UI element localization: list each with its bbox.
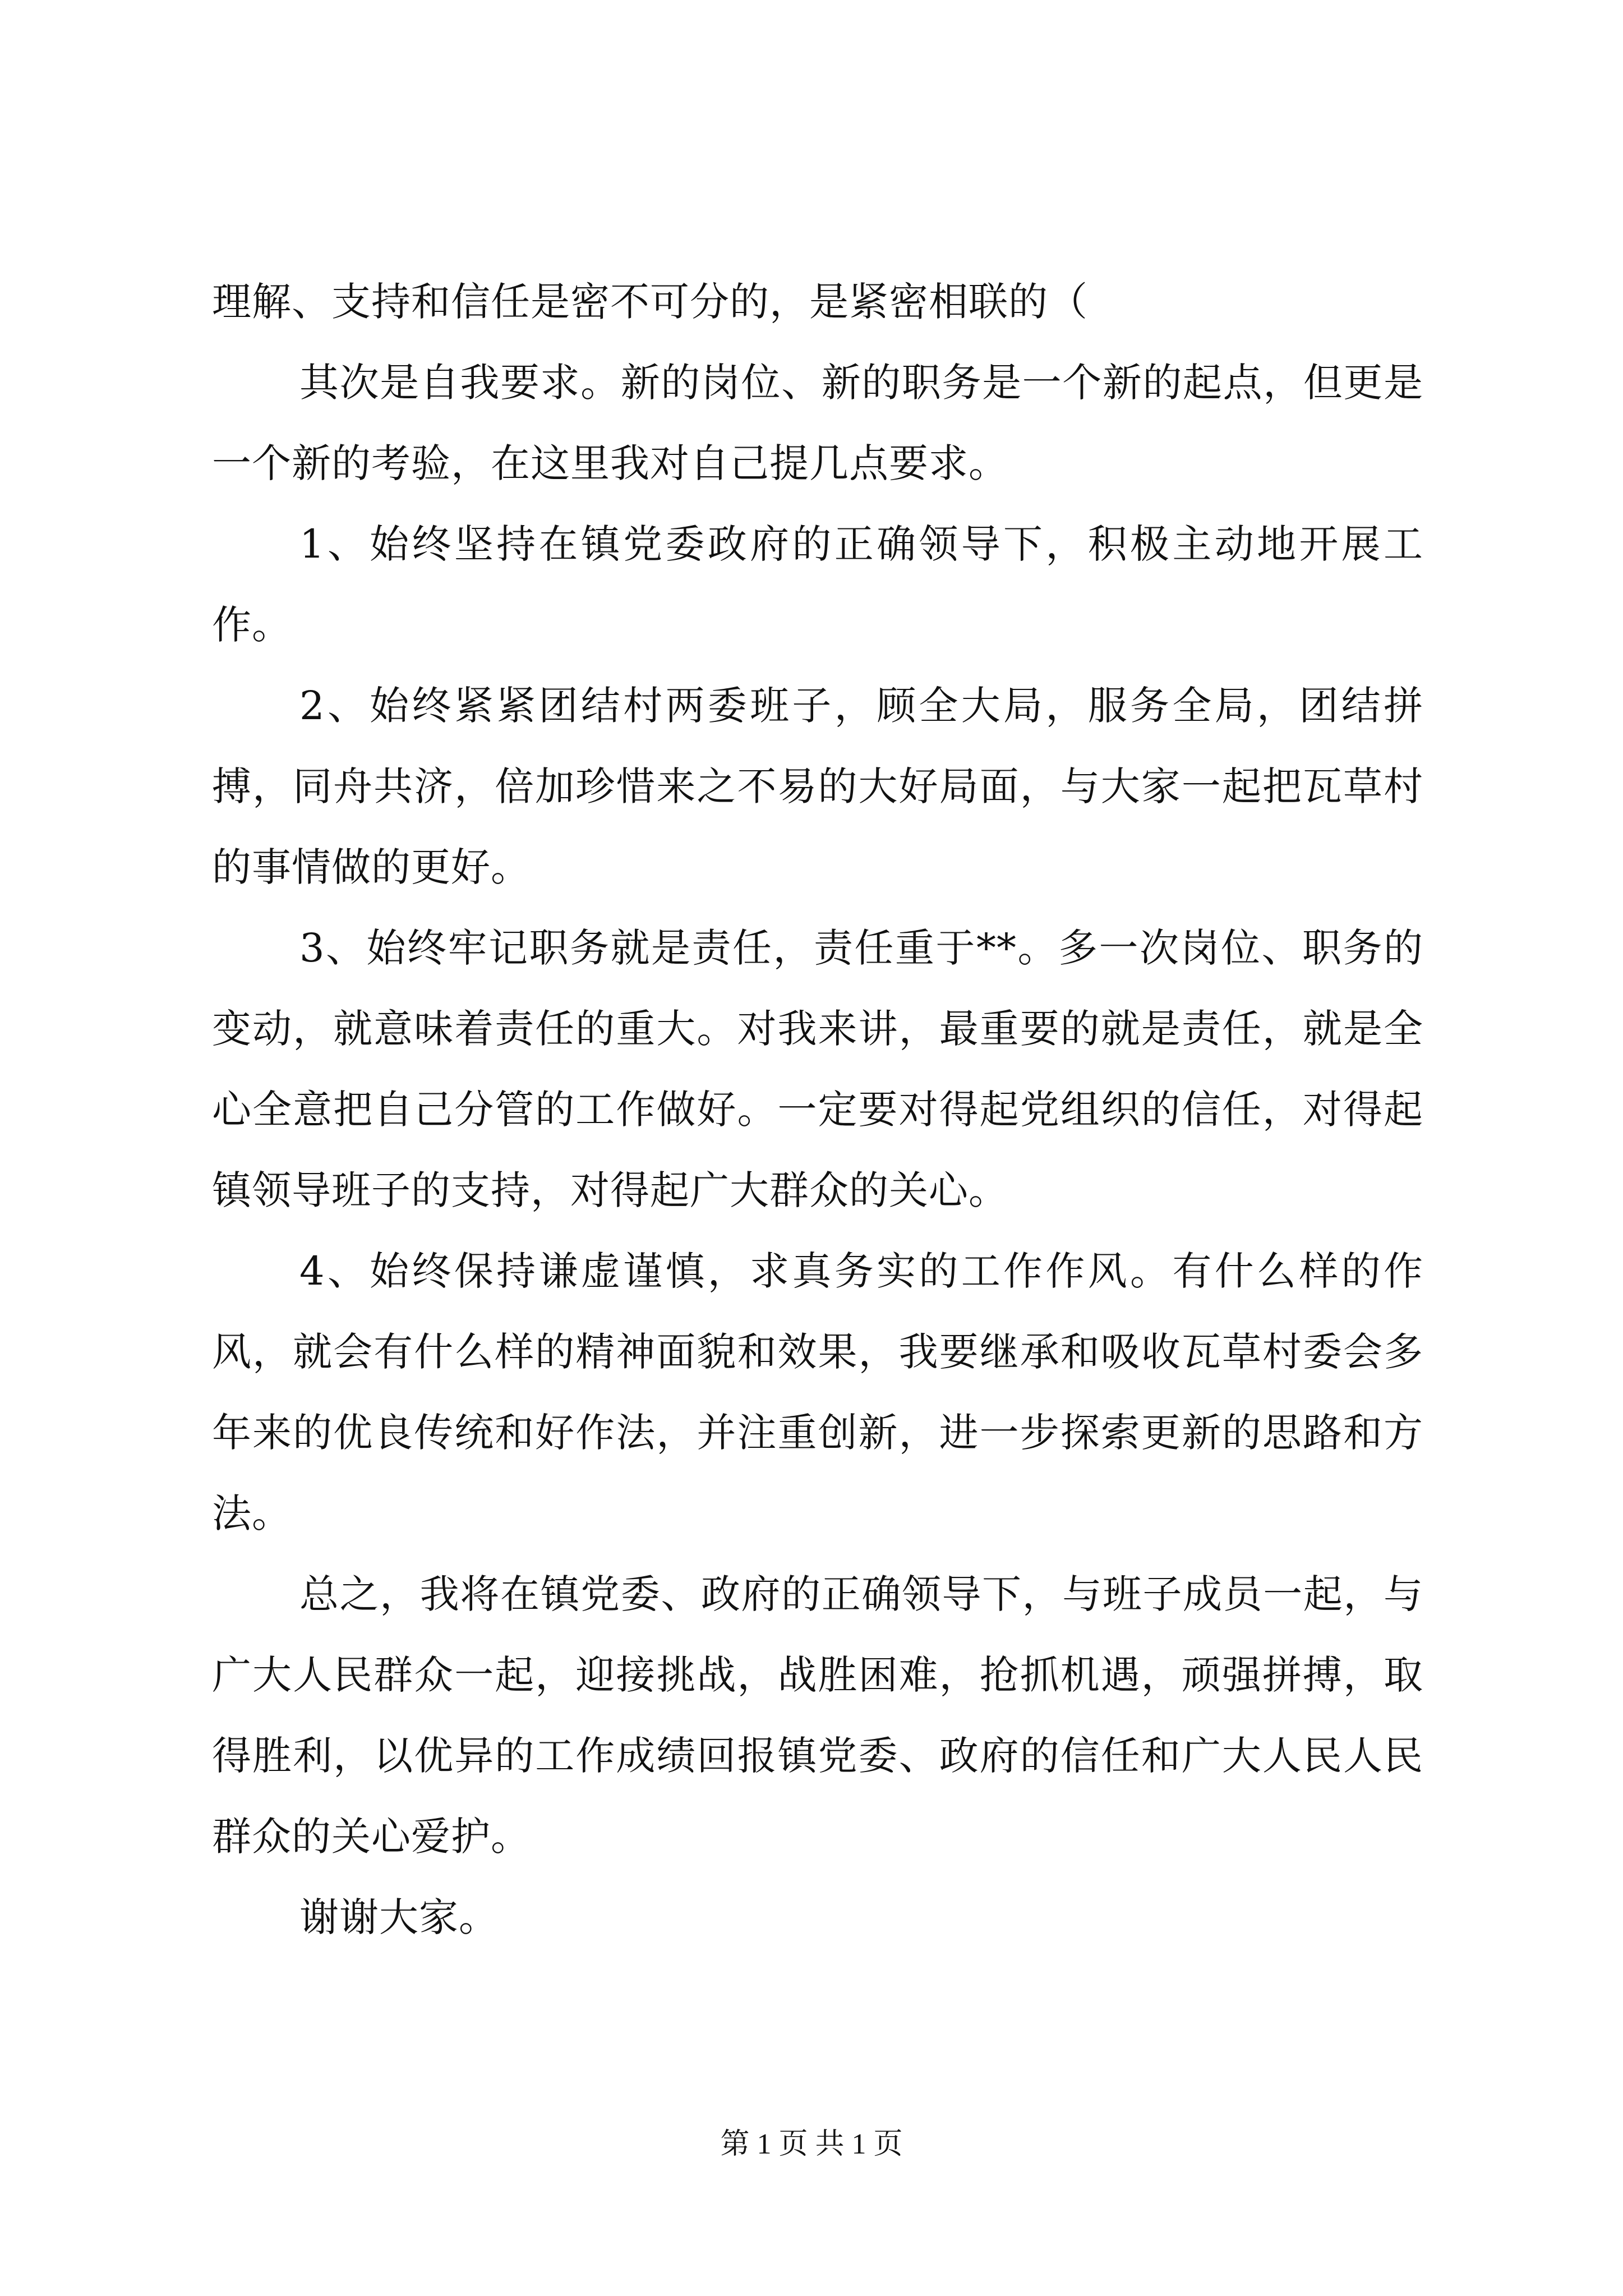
paragraph-conclusion: 总之，我将在镇党委、政府的正确领导下，与班子成员一起，与广大人民群众一起，迎接挑战，战胜困难，抢抓机遇，顽强拼搏，取得胜利，以优异的工作成绩回报镇党委、政府的信任和广大人民人民群众的关心爱护。: [212, 1571, 1423, 1860]
paragraph-thanks: 谢谢大家。: [299, 1894, 499, 1940]
page-number-footer: 第 1 页 共 1 页: [720, 2128, 903, 2160]
paragraph-item-2: 2、始终紧紧团结村两委班子，顾全大局，服务全局，团结拼搏，同舟共济，倍加珍惜来之不易的大好局面，与大家一起把瓦草村的事情做的更好。: [212, 683, 1423, 890]
document-body: [212, 261, 1423, 1958]
paragraph-continuation: 理解、支持和信任是密不可分的，是紧密相联的（: [212, 279, 1088, 325]
paragraph-item-3: 3、始终牢记职务就是责任，责任重于**。多一次岗位、职务的变动，就意味着责任的重大。对我来讲，最重要的就是责任，就是全心全意把自己分管的工作做好。一定要对得起党组织的信任，对得起镇领导班子的支持，对得起广大群众的关心。: [212, 925, 1423, 1213]
paragraph-item-1: 1、始终坚持在镇党委政府的正确领导下，积极主动地开展工作。: [212, 521, 1423, 648]
paragraph-self-requirements: 其次是自我要求。新的岗位、新的职务是一个新的起点，但更是一个新的考验，在这里我对自己提几点要求。: [212, 360, 1423, 486]
paragraph-item-4: 4、始终保持谦虚谨慎，求真务实的工作作风。有什么样的作风，就会有什么样的精神面貌和效果，我要继承和吸收瓦草村委会多年来的优良传统和好作法，并注重创新，进一步探索更新的思路和方法。: [212, 1248, 1423, 1536]
